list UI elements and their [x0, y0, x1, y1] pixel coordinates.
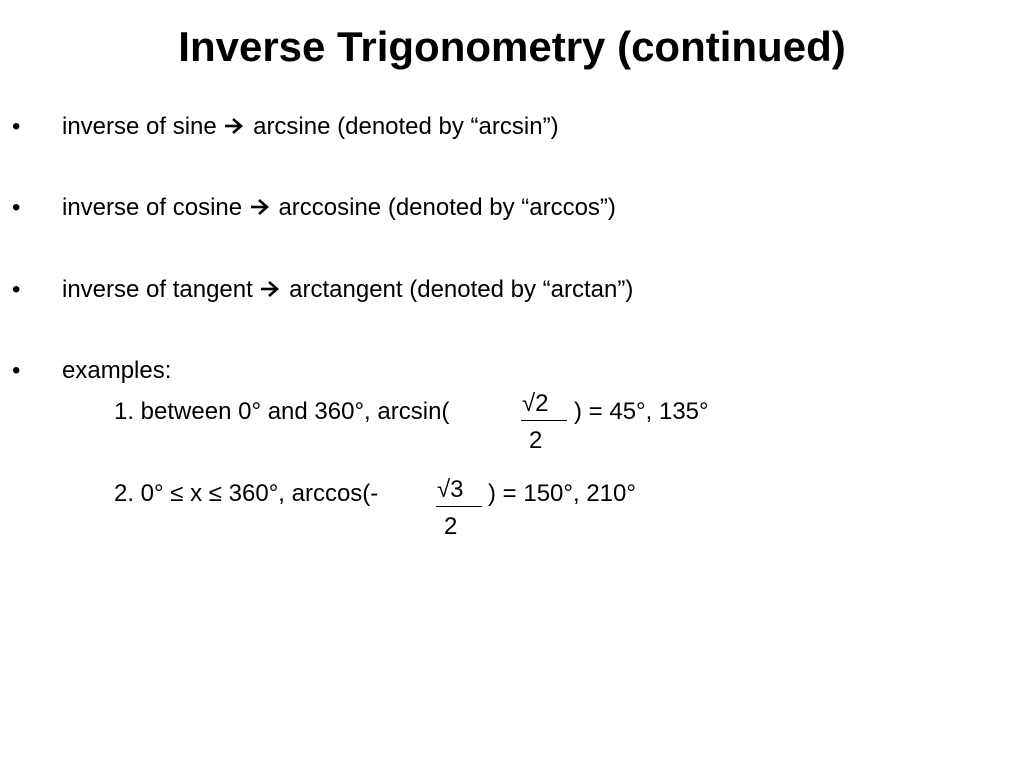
bullet-marker: • — [12, 113, 21, 140]
example-1-fraction — [515, 390, 571, 460]
bullet-definition: arcsine (denoted by “arcsin”) — [253, 113, 559, 140]
examples-heading: examples: — [62, 357, 172, 384]
fraction-bar — [521, 420, 567, 421]
example-1-result: ) = 45°, 135° — [574, 398, 709, 425]
fraction-bar — [436, 506, 482, 507]
bullet-definition: arctangent (denoted by “arctan”) — [289, 276, 634, 303]
bullet-item-arccosine — [62, 193, 616, 223]
bullet-definition: arccosine (denoted by “arccos”) — [278, 194, 616, 221]
bullet-term: inverse of sine — [62, 113, 217, 140]
bullet-term: inverse of cosine — [62, 194, 243, 221]
fraction-denominator: 2 — [444, 513, 458, 540]
fraction-denominator: 2 — [529, 427, 543, 454]
example-2-prefix: 2. 0° ≤ x ≤ 360°, arccos(- — [114, 480, 379, 507]
right-arrow-icon — [224, 117, 244, 135]
example-2-fraction — [430, 472, 486, 542]
bullet-term: inverse of tangent — [62, 276, 253, 303]
bullet-marker: • — [12, 357, 21, 384]
bullet-item-arctangent — [62, 275, 633, 305]
example-2-result: ) = 150°, 210° — [488, 480, 636, 507]
right-arrow-icon — [250, 198, 270, 216]
fraction-numerator: √2 — [522, 390, 549, 417]
right-arrow-icon — [260, 280, 280, 298]
bullet-item-examples — [62, 356, 171, 386]
bullet-marker: • — [12, 276, 21, 303]
fraction-numerator: √3 — [437, 476, 464, 503]
slide-title: Inverse Trigonometry (continued) — [178, 23, 846, 70]
example-1-prefix: 1. between 0° and 360°, arcsin( — [114, 398, 450, 425]
bullet-item-arcsine — [62, 112, 559, 142]
bullet-marker: • — [12, 194, 21, 221]
